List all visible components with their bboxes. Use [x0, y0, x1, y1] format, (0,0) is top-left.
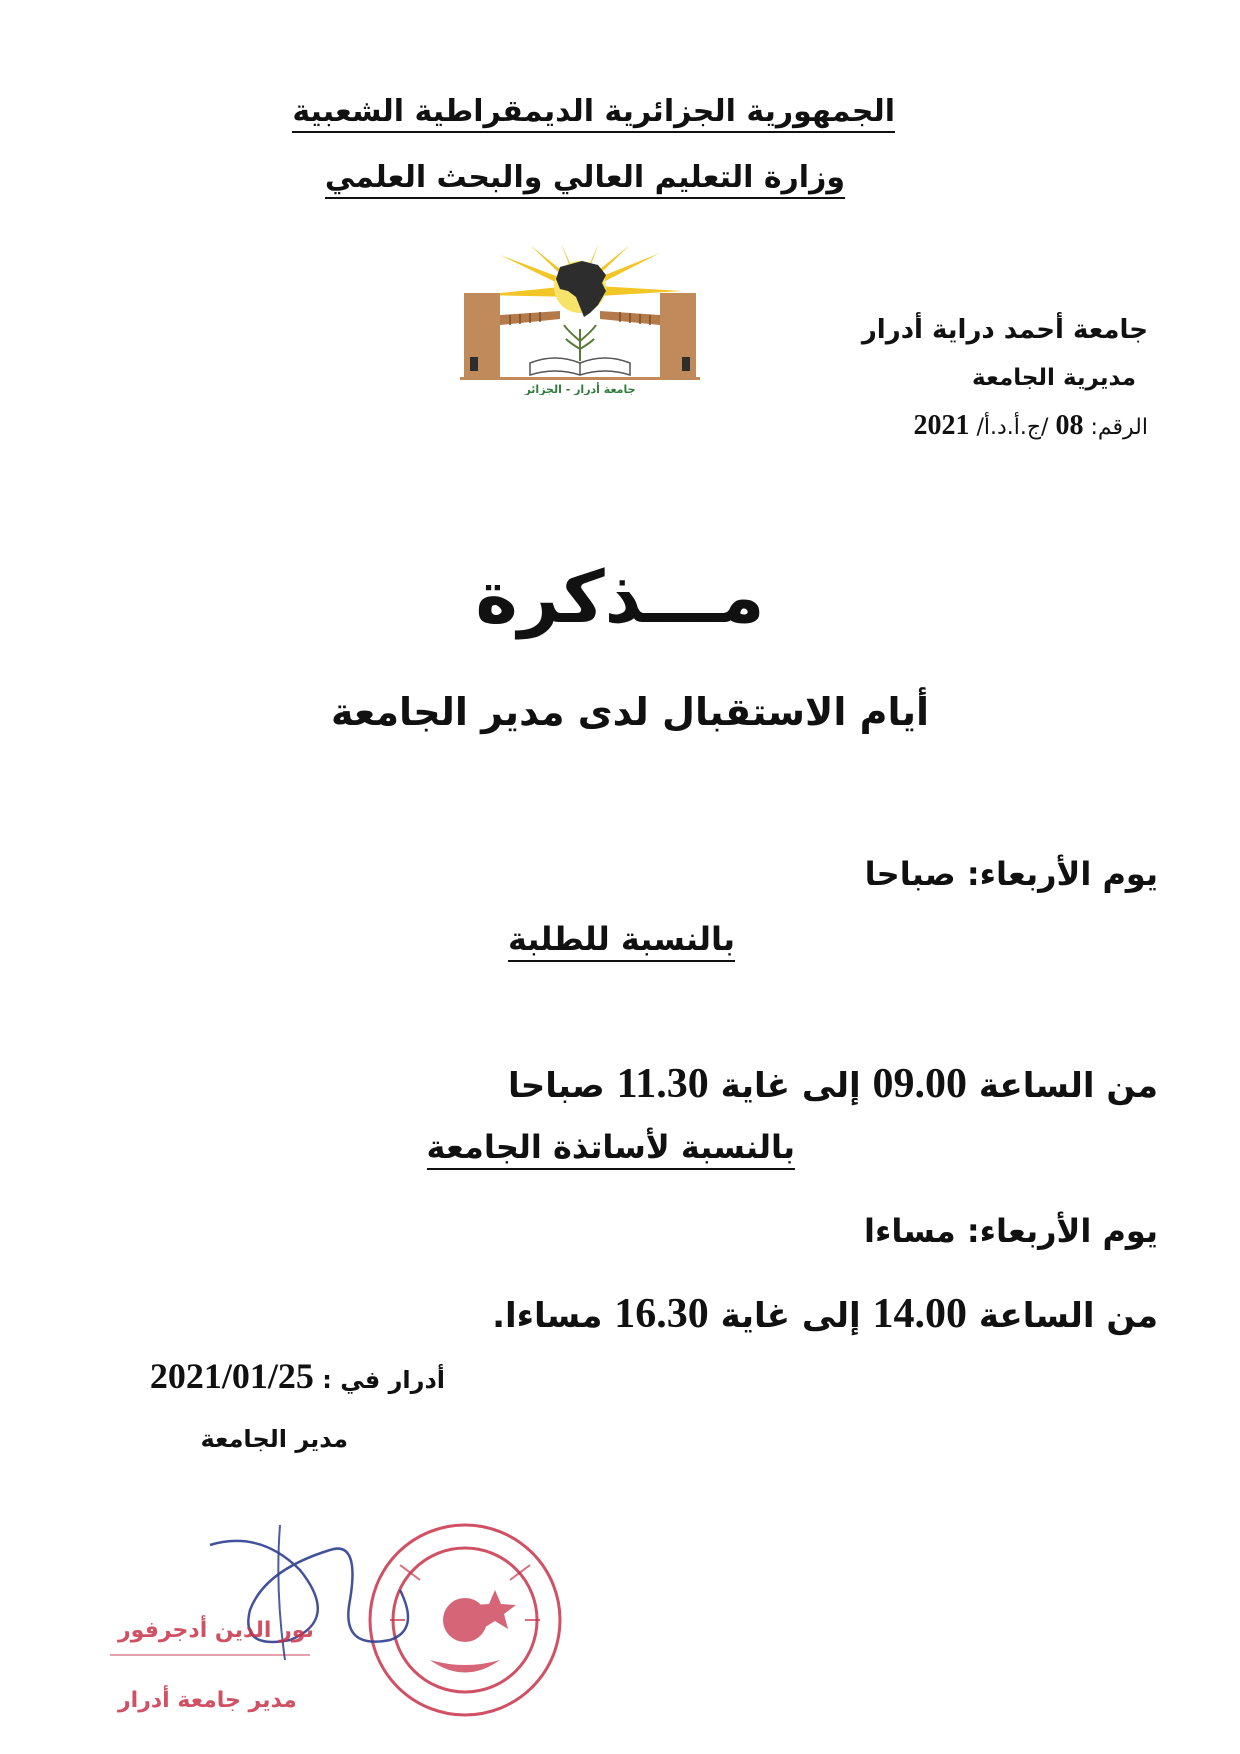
students-heading	[508, 920, 735, 958]
university-logo	[460, 245, 700, 395]
header-republic	[292, 94, 895, 129]
reference-year: 2021	[913, 410, 970, 441]
day-morning: يوم الأربعاء: صباحا	[864, 855, 1158, 893]
memo-title: مـــذكرة	[475, 555, 765, 639]
time-2-end: 16.30	[614, 1291, 709, 1337]
time-1-start: 09.00	[872, 1061, 968, 1107]
signatory-title: مدير الجامعة	[200, 1425, 348, 1453]
stamp-signature-area	[100, 1510, 600, 1740]
reference-number: 08	[1055, 410, 1084, 441]
time-1-end: 11.30	[616, 1061, 709, 1107]
header-republic-text: الجمهورية الجزائرية الديمقراطية الشعبية	[292, 94, 895, 133]
time-2-mid: إلى غاية	[720, 1296, 861, 1336]
time-2-start: 14.00	[872, 1291, 968, 1337]
issuer-block	[728, 310, 1148, 448]
header-ministry	[325, 160, 845, 195]
time-2-prefix: من الساعة	[978, 1296, 1158, 1336]
logo-caption: جامعة أدرار - الجزائر	[524, 383, 636, 395]
professors-heading-text: بالنسبة لأساتذة الجامعة	[427, 1128, 795, 1170]
day-evening: يوم الأربعاء: مساءا	[864, 1212, 1158, 1250]
africa-sunburst-gate-book-icon	[460, 245, 700, 395]
reference-label: الرقم:	[1090, 415, 1148, 440]
header-ministry-text: وزارة التعليم العالي والبحث العلمي	[325, 160, 845, 199]
reference-code: /ج.أ.د.أ/	[976, 415, 1049, 440]
time-1-mid: إلى غاية	[720, 1066, 861, 1106]
professors-heading	[427, 1128, 795, 1166]
time-1-suffix: صباحا	[507, 1066, 605, 1106]
reference-line	[728, 406, 1148, 448]
directorate: مديرية الجامعة	[972, 365, 1136, 391]
date-line	[150, 1355, 445, 1397]
university-name: جامعة أحمد دراية أدرار	[861, 315, 1148, 345]
stamp-name-line: نور الدين أدجرفور	[118, 1618, 314, 1643]
stamp-role-line: مدير جامعة أدرار	[118, 1688, 297, 1713]
time-2-suffix: مساءا.	[492, 1296, 603, 1336]
memo-subtitle: أيام الاستقبال لدى مدير الجامعة	[330, 690, 930, 734]
time-evening	[492, 1290, 1158, 1338]
place-label: أدرار في :	[322, 1366, 445, 1394]
issue-date: 2021/01/25	[149, 1356, 314, 1396]
time-morning	[508, 1060, 1158, 1108]
students-heading-text: بالنسبة للطلبة	[508, 920, 735, 962]
time-1-prefix: من الساعة	[978, 1066, 1158, 1106]
